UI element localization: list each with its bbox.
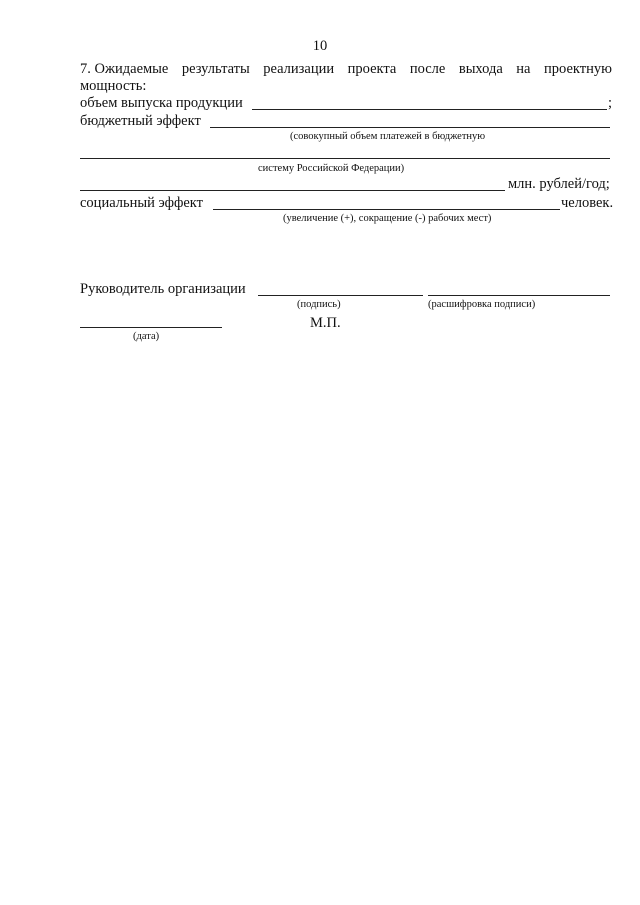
section-heading bbox=[80, 61, 612, 77]
date-line[interactable] bbox=[80, 327, 222, 328]
signature-label: Руководитель организации bbox=[80, 281, 246, 297]
social-label: социальный эффект bbox=[80, 195, 203, 211]
budget-fill-line-2[interactable] bbox=[80, 158, 610, 159]
budget-hint-2: систему Российской Федерации) bbox=[258, 163, 405, 174]
output-label: объем выпуска продукции bbox=[80, 95, 243, 111]
heading-continuation: мощность: bbox=[80, 78, 147, 94]
social-fill-line[interactable] bbox=[213, 209, 560, 210]
signature-decode-line[interactable] bbox=[428, 295, 610, 296]
budget-label: бюджетный эффект bbox=[80, 113, 201, 129]
heading-word: проектную bbox=[544, 61, 612, 77]
heading-word: после bbox=[409, 61, 446, 77]
heading-word: выхода bbox=[458, 61, 503, 77]
signature-line[interactable] bbox=[258, 295, 423, 296]
output-semicolon: ; bbox=[608, 95, 613, 111]
heading-word: на bbox=[516, 61, 531, 77]
signature-decode-hint: (расшифровка подписи) bbox=[428, 299, 536, 310]
page-number: 10 bbox=[312, 38, 328, 54]
signature-hint: (подпись) bbox=[297, 299, 341, 310]
budget-hint-1: (совокупный объем платежей в бюджетную bbox=[290, 131, 486, 142]
date-hint: (дата) bbox=[133, 331, 160, 342]
heading-word: 7. Ожидаемые bbox=[80, 61, 169, 77]
budget-unit: млн. рублей/год; bbox=[508, 176, 610, 192]
stamp-mark: М.П. bbox=[310, 315, 341, 331]
heading-word: проекта bbox=[347, 61, 397, 77]
budget-fill-line-3[interactable] bbox=[80, 190, 505, 191]
heading-word: реализации bbox=[263, 61, 335, 77]
output-fill-line[interactable] bbox=[252, 109, 607, 110]
social-unit: человек. bbox=[561, 195, 614, 211]
budget-fill-line[interactable] bbox=[210, 127, 610, 128]
social-hint: (увеличение (+), сокращение (-) рабочих мест) bbox=[283, 213, 492, 224]
heading-word: результаты bbox=[181, 61, 250, 77]
